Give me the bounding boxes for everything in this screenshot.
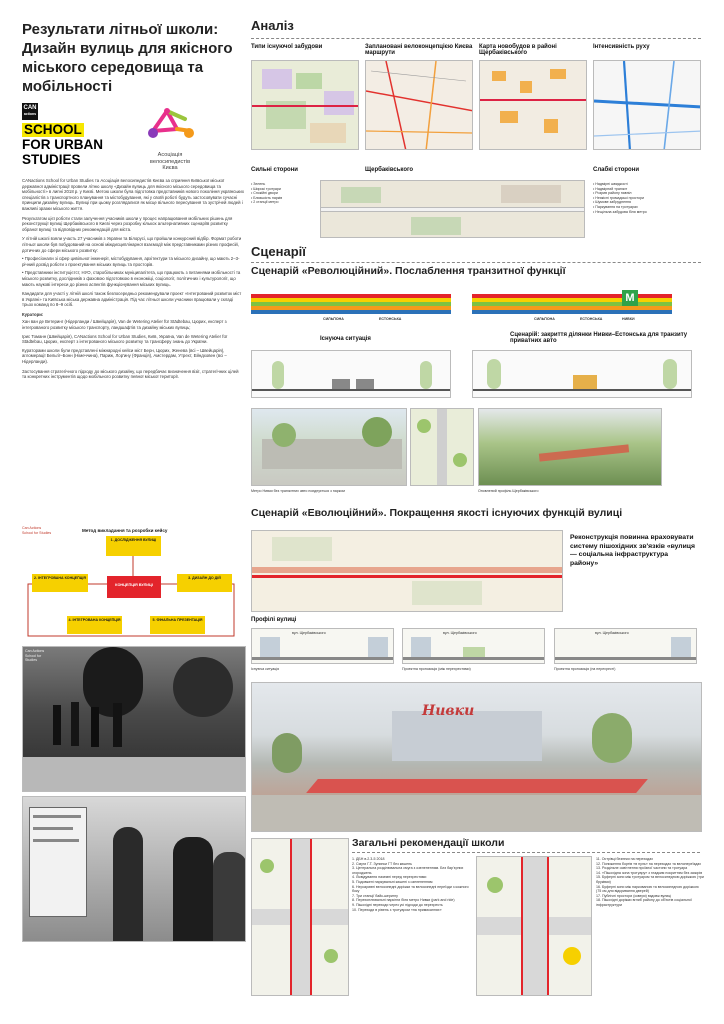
map-building-types (251, 60, 359, 150)
profile-caption-existing: Існуюча ситуація (251, 667, 280, 671)
recommendations-list-2 (596, 857, 704, 908)
analysis-col1-title: Типи існуючої забудови (251, 44, 323, 50)
weakness-item: • Паркування на тротуарах (593, 204, 638, 209)
scenario-1-diagram-existing (251, 286, 451, 326)
scenario-2-plan (251, 530, 563, 612)
recommendation-item: 1. ДБН в.2.3-5 2018 (352, 857, 385, 861)
recommendation-item: 3. Центральна розділювальна смуга з озелененням. Без бар'єрних огороджень (352, 866, 464, 875)
recommendation-item: 16. Буферні зони між паркованою та велосипедною доріжкою (75 см для відкривання дверей) (596, 884, 699, 894)
street-map-aerial (320, 180, 585, 238)
closure-scenario-title: Сценарій: закриття ділянки Нивки–Естонська для транзиту приватних авто (510, 332, 688, 344)
weakness-item: • Розрив району навпіл (593, 191, 632, 196)
profile-street-label: вул. Щербаківського (443, 631, 477, 635)
intro-paragraph-7: Застосування стратегічного підходу до міського дизайну, що передбачає визначення візії, стратегічних цілей та конкретних інструментів щодо мобільного розвитку певної міської території. (22, 368, 239, 380)
curators-label: Куратори: (22, 311, 44, 317)
map-new-buildings (479, 60, 587, 150)
weakness-item: • Надмірний транзит (593, 186, 628, 191)
recommendation-item: 15. Буферні зони між тротуаром та велосипедною доріжкою (три бруківки) (596, 875, 704, 884)
weakness-item: • Неякісні громадські простори (593, 195, 645, 200)
cyclists-logo-icon (135, 101, 205, 147)
analysis-col3-title: Карта новобудов в районі Щербаківського (479, 44, 557, 56)
canactions-logo (22, 103, 122, 169)
recommendation-item: 8. Перехоплювальні паркінги біля метро Нивки (park and ride) (352, 898, 455, 903)
strength-item: • Широкі тротуари (251, 186, 281, 191)
photo-logo: Can Actions School for Studies (25, 649, 45, 663)
label-nyvky: НИВКИ (622, 317, 635, 321)
recommendation-item: 14. «Пішохідна зона тротуару» з гладким покриттям без зазорів (596, 870, 703, 875)
section-existing (251, 350, 451, 398)
curator-2: Ірис Томанн (Швейцарія), CANactions School for Urban Studies, Київ, Україна, Van de Wetering Atelier für Städtebau, Цюрих, експерт з інтегрованого міського розвитку та трансферу знань до України. (22, 333, 228, 345)
method-small-logo: Can Actions School for Studies (22, 526, 52, 535)
weaknesses-title: Слабкі сторони (593, 167, 640, 173)
recommendation-item: 11. Острівці безпеки на переходах (596, 857, 654, 861)
strength-item: • Зелень (251, 182, 266, 186)
recommendation-item: 6. Нерозривні велосипедні доріжки та велосипедні переїзди з кожного боку (352, 884, 469, 894)
street-map-title: Щербаківського (365, 167, 414, 173)
render-2-caption: Оновлений профіль Щербаківського (478, 489, 539, 493)
method-step-3: 3. ДИЗАЙН ДО ДІЙ (177, 574, 232, 592)
label-estonska-2: ЕСТОНСЬКА (580, 317, 603, 321)
method-step-1: 1. ДОСЛІДЖЕННЯ ВУЛИЦІ (106, 536, 161, 556)
recommendation-item: 18. Пішохідні доріжки вглиб району до об'єктів соціальної інфраструктури (596, 898, 692, 907)
curator-1: Хан ван де Ветеринг (Нідерланди / Швейцарія), Van de Wetering Atelier für Städtebau, Цюрих, експерт з інтегрованого розвитку міського транспорту, ландшафтів та дизайну міських вулиць; (22, 319, 227, 331)
method-step-center: КОНЦЕПЦІЯ ВУЛИЦІ (107, 576, 161, 598)
page-title: Результати літньої школи: Дизайн вулиць для якісного міського середовища та мобільності (22, 21, 233, 95)
intro-text (22, 178, 244, 380)
weakness-item: • Нещільна забудова біля метро (593, 209, 647, 214)
recommendations-list-1 (352, 857, 470, 912)
recommendation-item: 17. Публічні простори (сквери) вздовж вулиці (596, 893, 672, 898)
strengths-list (251, 182, 311, 205)
render-sign: Нивки (422, 703, 475, 719)
label-estonska: ЕСТОНСЬКА (379, 317, 402, 321)
logo-studies: STUDIES (22, 152, 81, 167)
cyclists-association-logo (135, 101, 205, 169)
weakness-item: • Шумове забруднення (593, 200, 631, 205)
recommendation-item: 2. Смуги Г.Т. Зупинки ГТ без кишень (352, 861, 413, 866)
cyclists-logo-text: Асоціація велосипедистів Києва (149, 152, 191, 171)
profile-street-label: вул. Щербаківського (595, 631, 629, 635)
method-step-4: 4. ІНТЕГРОВАНА КОНЦЕПЦІЯ (67, 616, 122, 634)
render-nyvky-square (251, 682, 702, 832)
profile-existing (251, 628, 394, 664)
profiles-title: Профілі вулиці (251, 617, 297, 623)
recommendation-item: 12. Пониження бортів «в нуль» на переходах та велопереїздах (596, 861, 702, 866)
workshop-photo-presentation (22, 796, 246, 942)
recommendation-item: 10. Переходи в рівень з тротуаром «на примиканнях» (352, 907, 442, 912)
render-profile (478, 408, 662, 486)
intro-paragraph-5: • Представники інституцієтст, НУО, старобільниках муніципалітета, що працюють з питаннями мобільності та міського розвитку, дослідників з фаховою підготовкою в економіці, соціології, політичних і культурології, що мають наукові інтереси до різних аспектів функціонування міських вулиць. (22, 270, 241, 287)
logo-can: CAN (23, 105, 37, 111)
scenario-2-note: Реконструкція повинна враховувати систему пішохідних зв'язків «вулиця — соціальна інфраструктура району» (570, 534, 695, 567)
profile-proposal-between (402, 628, 545, 664)
profile-street-label: вул. Щербаківського (292, 631, 326, 635)
intro-paragraph-6: Кандидати для участі у літній школі також безпосередньо рекомендували проект «Інтегрований розвиток міст в Україні» та Київська міська державна адміністрація. Під час літньої школи учасники працювали у складі трьох команд по 8–9 осіб. (22, 291, 242, 308)
strength-item: • Спокійні двори (251, 191, 278, 196)
scenario-2-title: Сценарій «Еволюційний». Покращення якості існуючих функцій вулиці (251, 507, 623, 519)
recommendation-item: 4. Ліквідування наземні перед перехрестями (352, 875, 427, 880)
curator-3: Кураторами школи були представлені міжнародні кейси міст Берн, Цюрих, Женева (всі – Швейцарія), агломерації Бельгії–Бонн (Німеччина), Париж, Лор'ину (Франція), Амстердам, Утрехт, Ейндховен (всі – Нідерланди). (22, 347, 227, 365)
analysis-heading: Аналіз (251, 18, 294, 33)
label-sylpona-2: СИЛЬПОНА (534, 317, 555, 321)
render-nyvky-park (251, 408, 407, 486)
analysis-col2-title: Заплановані велоконцепцією Києва маршрути (365, 44, 473, 56)
map-traffic-intensity (593, 60, 701, 150)
logo-actions: actions (23, 112, 37, 116)
intro-paragraph-2: Результатом цієї роботи стали залучення учасників школи у процес напрацювання мобільних рішень для реконструкції вулиці Щербаківського в Києві через розробку кількох альтернативних сценаріїв розвитку обраної вулиці та відповідних рекомендацій для міста. (22, 215, 233, 232)
map-bike-routes (365, 60, 473, 150)
logo-school: SCHOOL (24, 122, 82, 137)
recommendations-plan-2 (476, 856, 592, 996)
intro-paragraph-3: У літній школі взяли участь 27 учасників з України та Білорусі, що пройшли конкурсний відбір. Формат роботи літньої школи був побудований на основі міждисциплінарної взаємодії між представниками різних професій, дотичних до сфери міського розвитку: (22, 236, 242, 253)
strength-item: • Близькість парків (251, 195, 283, 200)
profile-proposal-intersection (554, 628, 697, 664)
render-1-caption: Метро Нивки без транзитних авто поєднується з парком (251, 489, 345, 493)
metro-icon: M (622, 290, 638, 306)
logo-for-urban: FOR URBAN (22, 137, 103, 152)
recommendation-item: 7. Три станції байк-шерингу (352, 893, 398, 898)
intro-paragraph-4: • Професіонали зі сфер цивільної інженерії, містобудування, архітектури та міського дизайну, що мають 2–3-річний досвід роботи з проектування міських вулиць та просторів. (22, 256, 240, 267)
recommendation-item: 9. Пішохідні переходи через усі підходи до перехресть (352, 902, 443, 907)
strengths-title: Сильні сторони (251, 167, 298, 173)
scenario-1-diagram-proposed (472, 286, 672, 326)
strength-item: • 2 станції метро (251, 200, 279, 205)
weaknesses-list (593, 182, 703, 214)
scenario-1-title: Сценарій «Революційний». Послаблення транзитної функції (251, 265, 566, 277)
section-proposed (472, 350, 692, 398)
workshop-photo-street (22, 646, 246, 792)
recommendations-heading: Загальні рекомендації школи (352, 837, 505, 849)
recommendation-item: 5. Подовжені паркувальні кишені з озелененням (352, 879, 433, 884)
weakness-item: • Надмірні швидкості (593, 182, 628, 186)
method-title: Метод викладання та розробки кейсу (82, 528, 168, 533)
intro-paragraph-1: CANactions School for Urban Studies та Асоціація велосипедистів Києва за сприяння Київської міської державної адміністрації провели літню школу «Дизайн вулиць для якісного міського середовища та мобільності» в липні 2018 р. у Києві. Метою школи була підготовка представників нового покоління українських спеціалістів з транспортного планування та містобудування, які у своїй роботі будуть застосовувати сучасні принципи дизайну вулиць. Вулиці при цьому розглядалися як місце вільного пересування та зустрічей людей і важливі зразки міського життя. (22, 178, 244, 211)
analysis-col4-title: Інтенсивність руху (593, 44, 650, 50)
profile-caption-intersection: Проектна пропозиція (на перехресті) (554, 667, 616, 671)
method-step-5: 5. ФІНАЛЬНА ПРЕЗЕНТАЦІЯ (150, 616, 205, 634)
scenarios-heading: Сценарії (251, 244, 306, 259)
method-step-2: 2. ІНТЕГРОВАНА КОНЦЕПЦІЯ (32, 574, 88, 592)
profile-caption-between: Проектна пропозиція (між перехрестями) (402, 667, 471, 671)
method-diagram (22, 524, 244, 638)
recommendations-plan-1 (251, 838, 349, 996)
existing-situation-title: Існуюча ситуація (320, 336, 371, 342)
label-sylpona: СИЛЬПОНА (323, 317, 344, 321)
recommendation-item: 13. Роздільне освітлення проїзної частини та тротуара (596, 866, 688, 871)
render-plan (410, 408, 474, 486)
